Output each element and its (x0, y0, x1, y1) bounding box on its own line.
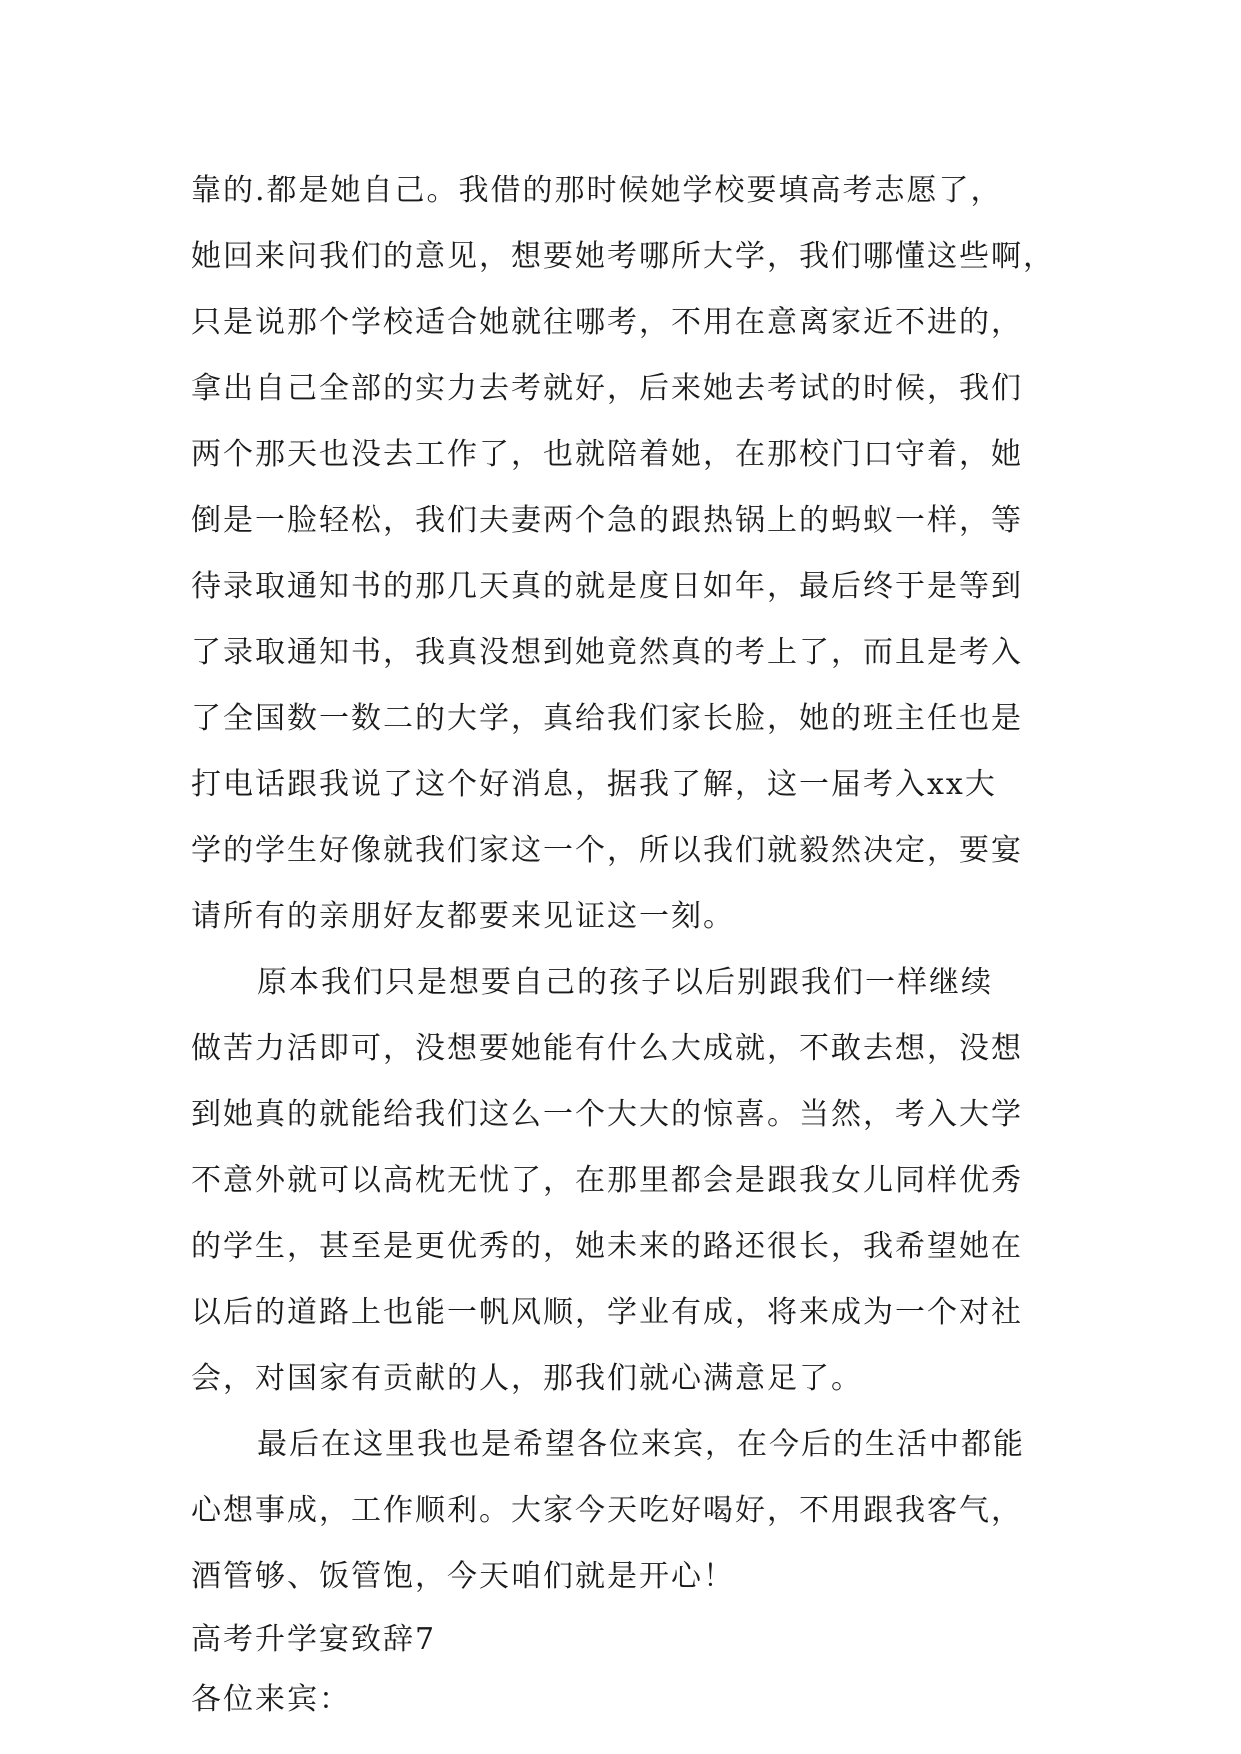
section-heading: 高考升学宴致辞7 (191, 1622, 437, 1657)
text-line: 倒是一脸轻松，我们夫妻两个急的跟热锅上的蚂蚁一样，等 (191, 503, 1023, 538)
paragraph-1 (191, 158, 1055, 950)
text-line: 待录取通知书的那几天真的就是度日如年，最后终于是等到 (191, 569, 1023, 604)
text-line: 酒管够、饭管饱，今天咱们就是开心！ (191, 1559, 735, 1594)
text-line: 到她真的就能给我们这么一个大大的惊喜。当然，考入大学 (191, 1097, 1023, 1132)
paragraph-3 (191, 1412, 1051, 1610)
salutation: 各位来宾： (191, 1682, 351, 1717)
text-line: 两个那天也没去工作了，也就陪着她，在那校门口守着，她 (191, 437, 1023, 472)
text-line: 了全国数一数二的大学，真给我们家长脸，她的班主任也是 (191, 701, 1023, 736)
text-line: 请所有的亲朋好友都要来见证这一刻。 (191, 899, 735, 934)
text-line: 的学生，甚至是更优秀的，她未来的路还很长，我希望她在 (191, 1229, 1023, 1264)
text-line: 学的学生好像就我们家这一个，所以我们就毅然决定，要宴 (191, 833, 1023, 868)
text-line: 最后在这里我也是希望各位来宾，在今后的生活中都能 (257, 1427, 1025, 1462)
text-line: 做苦力活即可，没想要她能有什么大成就，不敢去想，没想 (191, 1031, 1023, 1066)
text-line: 原本我们只是想要自己的孩子以后别跟我们一样继续 (257, 965, 993, 1000)
paragraph-2 (191, 950, 1051, 1412)
text-line: 靠的.都是她自己。我借的那时候她学校要填高考志愿了， (191, 173, 1003, 208)
text-line: 拿出自己全部的实力去考就好，后来她去考试的时候，我们 (191, 371, 1023, 406)
text-line: 心想事成，工作顺利。大家今天吃好喝好，不用跟我客气， (191, 1493, 1023, 1528)
text-line: 只是说那个学校适合她就往哪考，不用在意离家近不进的， (191, 305, 1023, 340)
text-line: 了录取通知书，我真没想到她竟然真的考上了，而且是考入 (191, 635, 1023, 670)
text-line: 打电话跟我说了这个好消息，据我了解，这一届考入xx大 (191, 767, 997, 802)
document-body (191, 158, 1055, 1730)
text-line: 以后的道路上也能一帆风顺，学业有成，将来成为一个对社 (191, 1295, 1023, 1330)
text-line: 她回来问我们的意见，想要她考哪所大学，我们哪懂这些啊， (191, 239, 1055, 274)
text-line: 会，对国家有贡献的人，那我们就心满意足了。 (191, 1361, 863, 1396)
text-line: 不意外就可以高枕无忧了，在那里都会是跟我女儿同样优秀 (191, 1163, 1023, 1198)
